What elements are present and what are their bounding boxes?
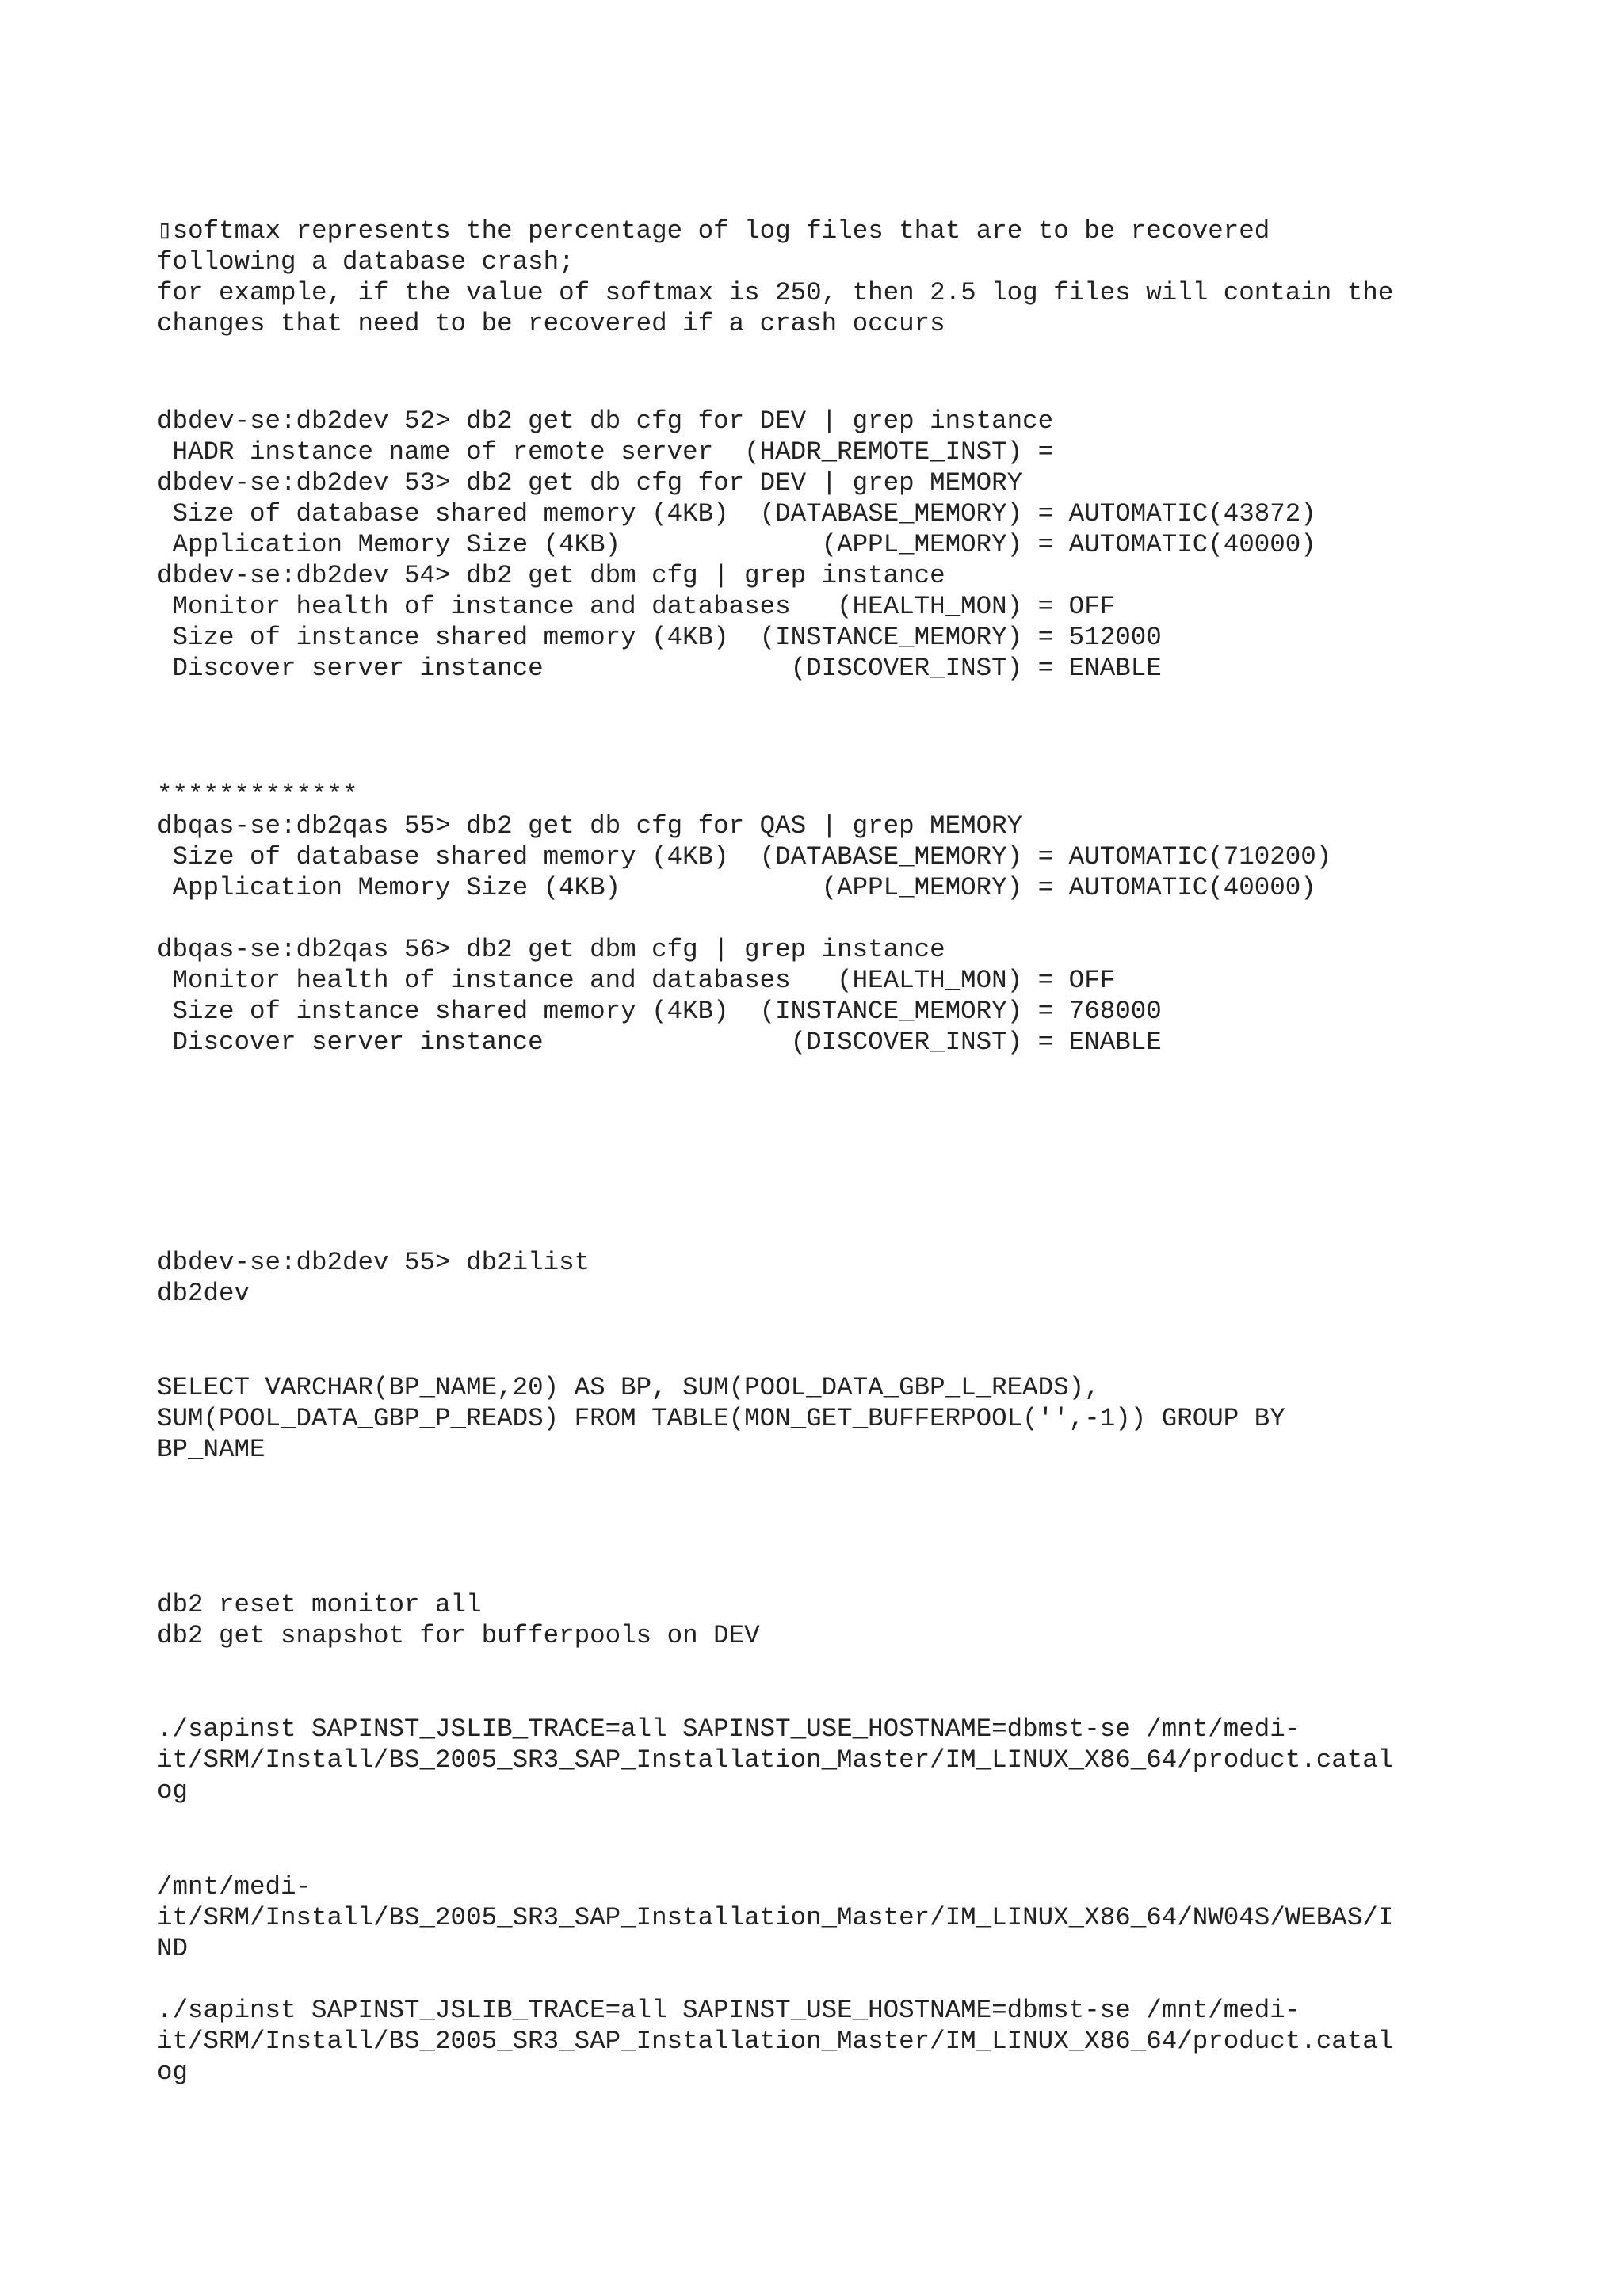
qas-config-output: ************* dbqas-se:db2qas 55> db2 get db cfg for QAS | grep MEMORY Size of database shared memory (4KB) (DATABASE_MEMORY) = AUTOMATIC(710200) Application Memory Size (4KB) (APPL_MEMORY) = AUTOMATIC(40000) dbqas-se:db2qas 56> db2 get dbm cfg | grep instance Monitor health of instance and databases (HEALTH_MON) = OFF Size of instance shared memory (4KB) (INSTANCE_MEMORY) = 768000 Discover server instance (DISCOVER_INST) = ENABLE xyxy=(157,780,1332,1057)
sapinst-command: ./sapinst SAPINST_JSLIB_TRACE=all SAPINST_USE_HOSTNAME=dbmst-se /mnt/medi- it/SRM/Install/BS_2005_SR3_SAP_Installation_Master/IM_LINUX_X86_64/product.catal og xyxy=(157,1714,1394,1806)
dev-config-output: dbdev-se:db2dev 52> db2 get db cfg for DEV | grep instance HADR instance name of remote server (HADR_REMOTE_INST) = dbdev-se:db2dev 53> db2 get db cfg for DEV | grep MEMORY Size of database shared memory (4KB) (DATABASE_MEMORY) = AUTOMATIC(43872) Application Memory Size (4KB) (APPL_MEMORY) = AUTOMATIC(40000) dbdev-se:db2dev 54> db2 get dbm cfg | grep instance Monitor health of instance and databases (HEALTH_MON) = OFF Size of instance shared memory (4KB) (INSTANCE_MEMORY) = 512000 Discover server instance (DISCOVER_INST) = ENABLE xyxy=(157,406,1316,683)
softmax-note: ▯softmax represents the percentage of log files that are to be recovered following a database crash; for example, if the value of softmax is 250, then 2.5 log files will contain the changes that need to be recovered if a crash occurs xyxy=(157,216,1394,338)
select-query: SELECT VARCHAR(BP_NAME,20) AS BP, SUM(POOL_DATA_GBP_L_READS), SUM(POOL_DATA_GBP_P_READS) FROM TABLE(MON_GET_BUFFERPOOL('',-1)) GROUP BY BP_NAME xyxy=(157,1373,1285,1464)
mnt-path-and-sapinst: /mnt/medi- it/SRM/Install/BS_2005_SR3_SAP_Installation_Master/IM_LINUX_X86_64/NW04S/WEBAS/I ND ./sapinst SAPINST_JSLIB_TRACE=all SAPINST_USE_HOSTNAME=dbmst-se /mnt/medi- it/SRM/Install/BS_2005_SR3_SAP_Installation_Master/IM_LINUX_X86_64/product.catal og xyxy=(157,1872,1394,2087)
reset-monitor-cmds: db2 reset monitor all db2 get snapshot for bufferpools on DEV xyxy=(157,1590,760,1650)
db2ilist-output: dbdev-se:db2dev 55> db2ilist db2dev xyxy=(157,1248,590,1308)
